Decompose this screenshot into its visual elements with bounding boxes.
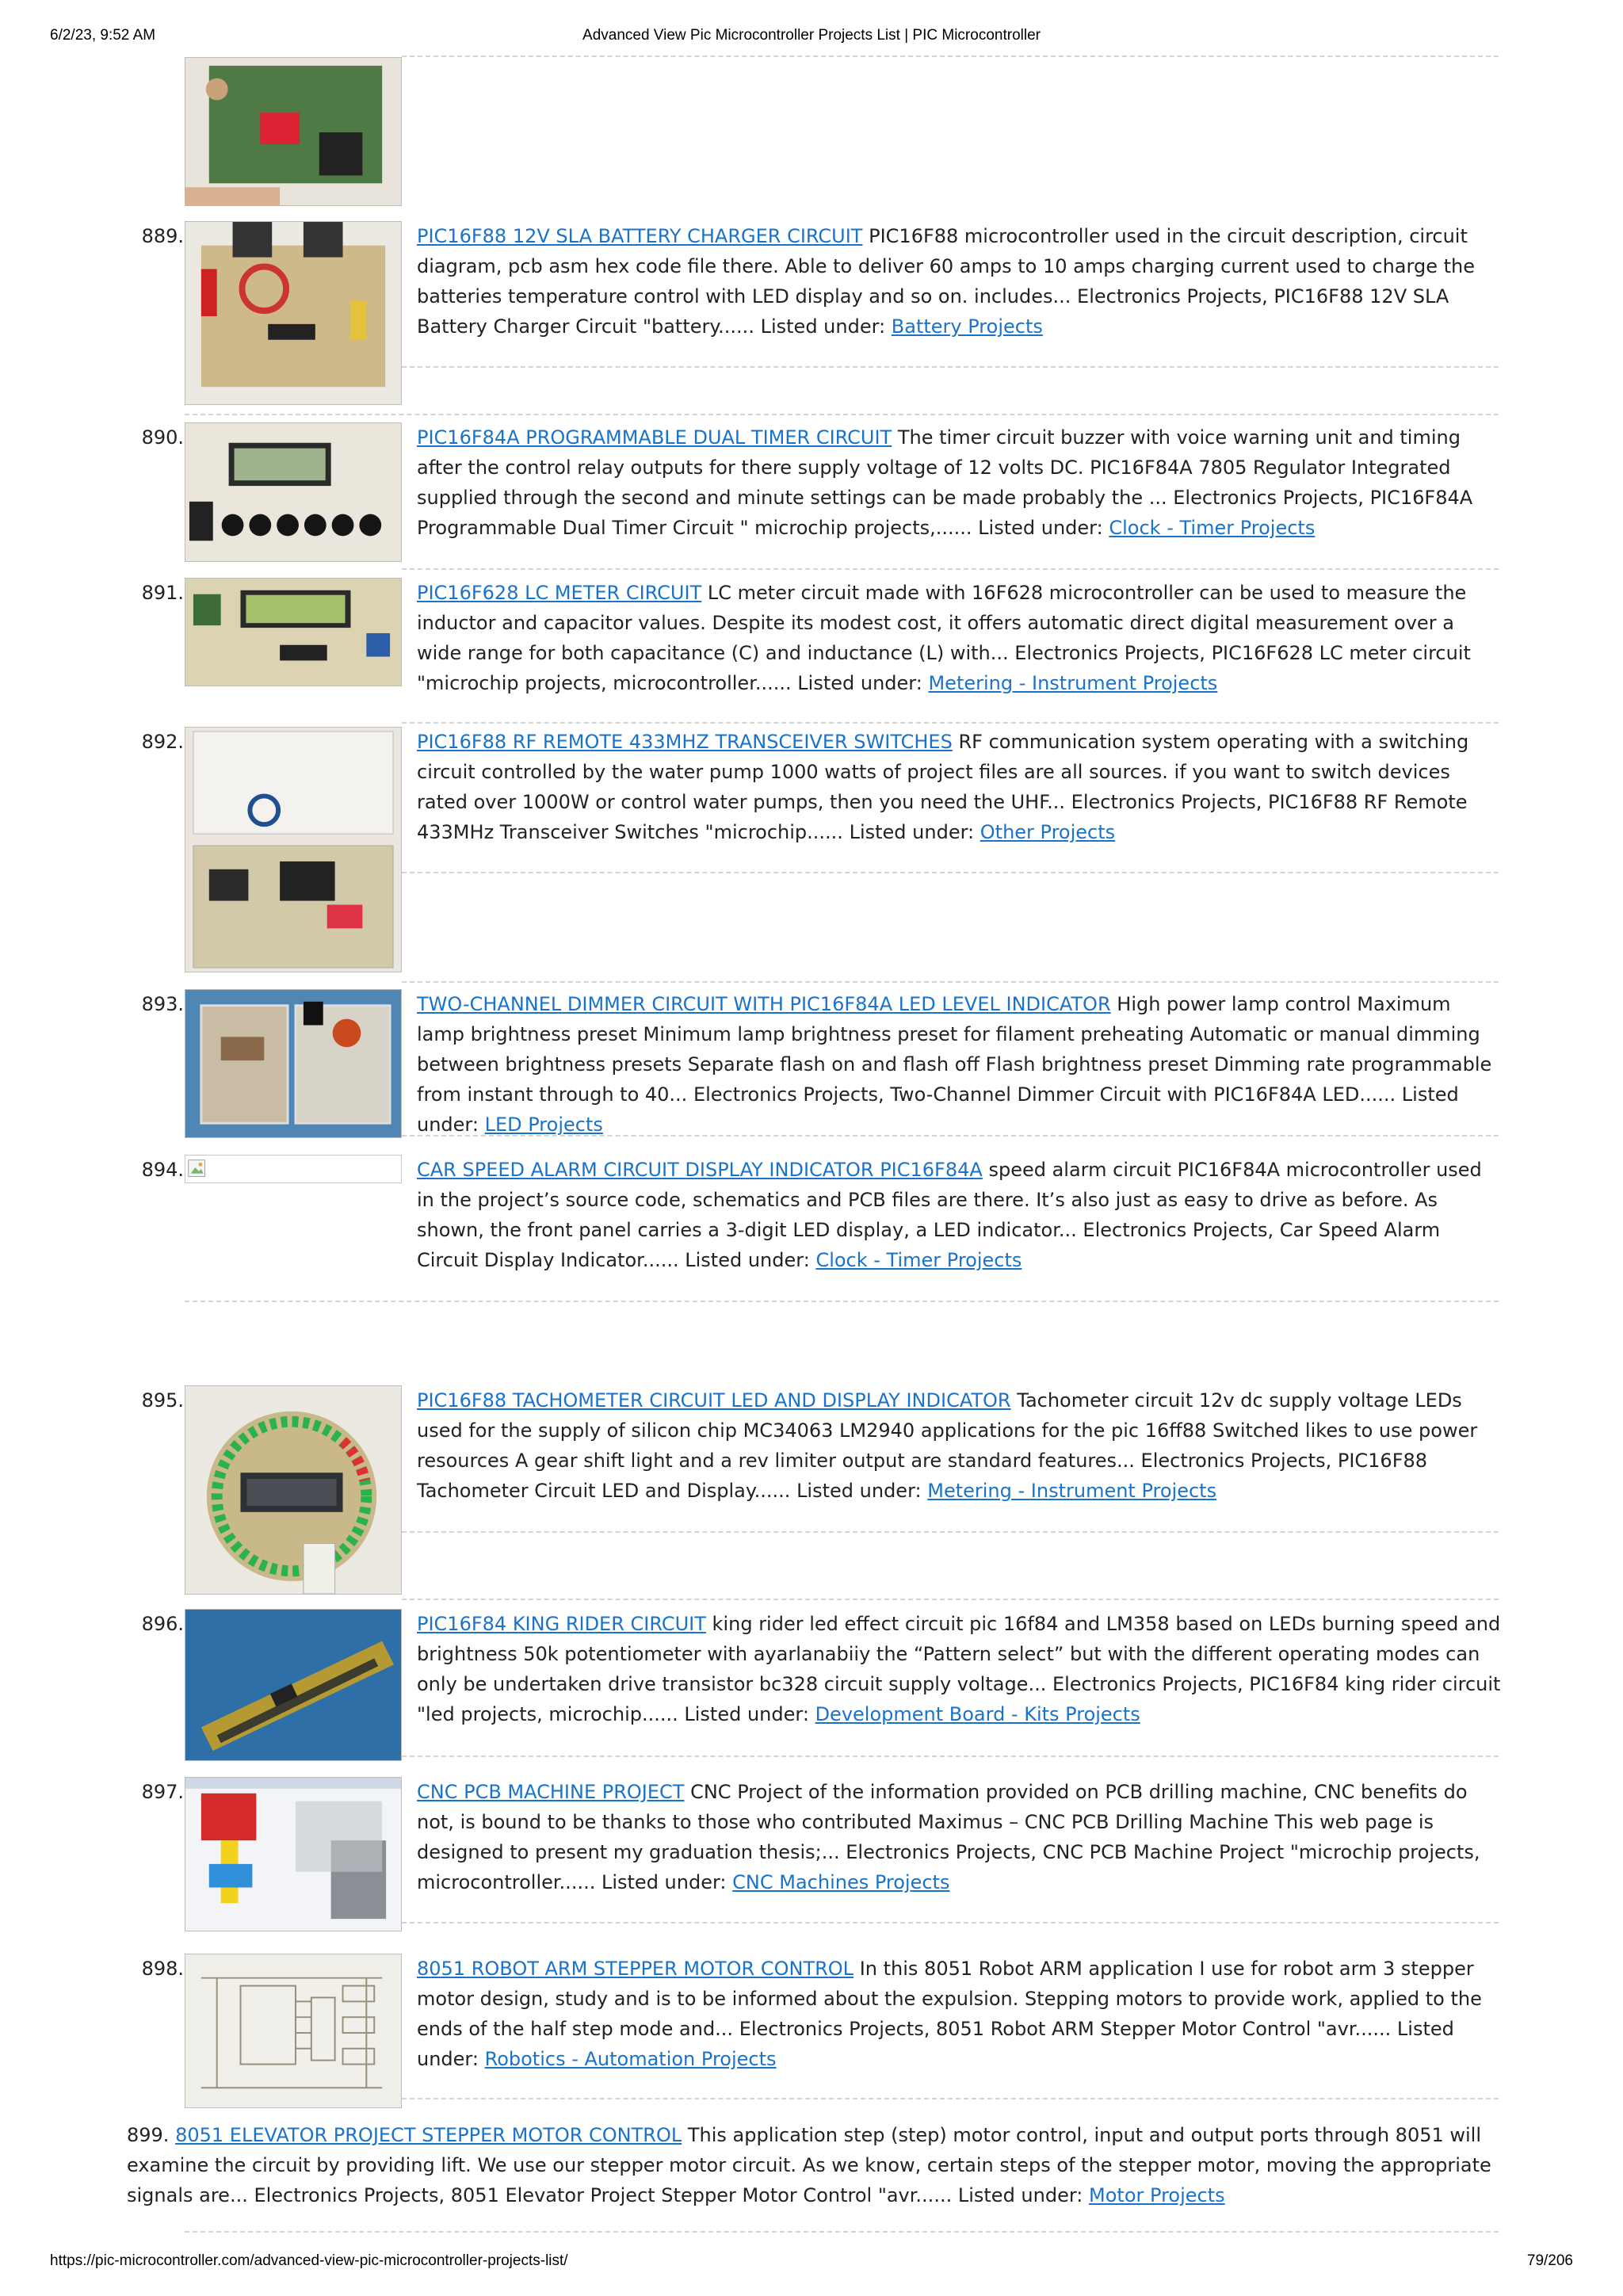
project-title-link[interactable]: PIC16F88 RF REMOTE 433MHZ TRANSCEIVER SWITCHES [417,731,953,753]
project-title-link[interactable]: TWO-CHANNEL DIMMER CIRCUIT WITH PIC16F84A LED LEVEL INDICATOR [417,993,1111,1015]
project-entry [417,422,1503,543]
project-title-link[interactable]: PIC16F84A PROGRAMMABLE DUAL TIMER CIRCUIT [417,426,892,449]
divider [402,55,1499,57]
project-entry [417,1954,1503,2074]
project-description: In this 8051 Robot ARM application I use for robot arm 3 stepper motor design, study and is to be informed about the expulsion. Stepping motors to provide work, applied to the ends of the half step mode and... Electronics Projects, 8051 Robot ARM Stepper Motor Control "avr...... [417,1958,1482,2040]
category-link[interactable]: Clock - Timer Projects [1109,517,1316,539]
divider [402,1755,1499,1757]
category-link[interactable]: LED Projects [484,1114,603,1136]
project-title-link[interactable]: CNC PCB MACHINE PROJECT [417,1781,685,1803]
listed-under-label: Listed under: [978,517,1103,539]
list-item-number: 895. [141,1389,184,1412]
project-title-link[interactable]: 8051 ROBOT ARM STEPPER MOTOR CONTROL [417,1958,854,1980]
category-link[interactable]: Motor Projects [1089,2184,1225,2206]
project-entry [417,1385,1503,1506]
project-description: speed alarm circuit PIC16F84A microcontroller used in the project’s source code, schematics and PCB files are there. It’s also just as easy to drive as before. As shown, the front panel carries a 3-digit LED display, a LED indicator... Electronics Projects, Car Speed Alarm Circuit Display Indicator...... [417,1159,1482,1271]
lc-meter-pcb-photo[interactable] [185,578,402,686]
category-link[interactable]: Metering - Instrument Projects [928,672,1218,694]
print-page-number: 79/206 [1526,2252,1573,2269]
divider [402,722,1499,724]
list-item-number: 890. [141,426,184,449]
project-description: LC meter circuit made with 16F628 microcontroller can be used to measure the inductor and capacitor values. Despite its modest cost, it offers automatic direct digital measurement over a wide range for both capacitance (C) and inductance (L) with... Electronics Projects, PIC16F628 LC meter circuit "microchip projects, microcontroller...... [417,582,1471,694]
listed-under-label: Listed under: [685,1249,810,1271]
listed-under-label: Listed under: [760,315,886,338]
divider [402,568,1499,570]
list-item-number: 891. [141,582,184,604]
project-title-link[interactable]: PIC16F84 KING RIDER CIRCUIT [417,1613,706,1635]
project-description: PIC16F88 microcontroller used in the circuit description, circuit diagram, pcb asm hex code file there. Able to deliver 60 amps to 10 amps charging current used to charge the batteries temperature control with LED display and so on. includes... Electronics Projects, PIC16F88 12V SLA Battery Charger Circuit "battery...... [417,225,1475,338]
category-link[interactable]: Development Board - Kits Projects [815,1703,1140,1725]
dual-timer-lcd-photo[interactable] [185,422,402,562]
divider [185,414,1499,415]
print-datetime: 6/2/23, 9:52 AM [50,27,156,44]
divider [402,366,1499,368]
divider [402,1135,1499,1137]
listed-under-label: Listed under: [957,2184,1083,2206]
battery-charger-pcb-photo[interactable] [185,221,402,405]
robot-arm-schematic[interactable] [185,1954,402,2108]
print-url: https://pic-microcontroller.com/advanced-view-pic-microcontroller-projects-list/ [50,2252,568,2269]
list-item-number: 894. [141,1159,184,1181]
project-entry [417,989,1503,1140]
project-description: This application step (step) motor control, input and output ports through 8051 will examine the circuit by providing lift. We use our stepper motor circuit. As we know, certain steps of the stepper motor, moving the appropriate signals are... Electronics Projects, 8051 Elevator Project Stepper Motor Control "avr...... [127,2124,1491,2206]
listed-under-label: Listed under: [601,1871,727,1893]
list-item-number: 889. [141,225,184,247]
list-item-number: 892. [141,731,184,753]
divider [402,1922,1499,1924]
project-title-link[interactable]: PIC16F88 TACHOMETER CIRCUIT LED AND DISPLAY INDICATOR [417,1389,1011,1412]
listed-under-label: Listed under: [796,1480,922,1502]
category-link[interactable]: Metering - Instrument Projects [927,1480,1217,1502]
project-description: The timer circuit buzzer with voice warning unit and timing after the control relay outputs for there supply voltage of 12 volts DC. PIC16F84A 7805 Regulator Integrated supplied through the second and minute settings can be made probably the ... Electronics Projects, PIC16F84A Programmable Dual Timer Circuit " microchip projects,...... [417,426,1473,539]
listed-under-label: Listed under: [684,1703,809,1725]
tachometer-led-ring-photo[interactable] [185,1385,402,1595]
project-description: High power lamp control Maximum lamp brightness preset Minimum lamp brightness preset for filament preheating Automatic or manual dimming between brightness presets Separate flash on and flash off Flash brightness preset Dimming rate programmable from instant through to 40... Electronics Projects, Two-Channel Dimmer Circuit with PIC16F84A LED...... [417,993,1492,1106]
project-title-link[interactable]: PIC16F88 12V SLA BATTERY CHARGER CIRCUIT [417,225,863,247]
category-link[interactable]: Clock - Timer Projects [815,1249,1022,1271]
print-header [0,27,1623,48]
project-entry [417,221,1503,342]
king-rider-pcb-photo[interactable] [185,1609,402,1761]
project-description: Tachometer circuit 12v dc supply voltage LEDs used for the supply of silicon chip MC34063 LM2940 applications for the pic 16ff88 Switched likes to use power resources A gear shift light and a rev limiter output are standard features... Electronics Projects, PIC16F88 Tachometer Circuit LED and Display...... [417,1389,1478,1502]
list-item-number: 893. [141,993,184,1015]
cnc-render-screenshot[interactable] [185,1777,402,1931]
listed-under-label: Listed under: [849,821,975,843]
category-link[interactable]: Robotics - Automation Projects [484,2048,777,2070]
project-entry [417,1609,1503,1729]
divider [185,1301,1499,1302]
project-entry [127,2120,1506,2210]
project-title-link[interactable]: CAR SPEED ALARM CIRCUIT DISPLAY INDICATOR PIC16F84A [417,1159,983,1181]
divider [402,872,1499,873]
rf-remote-box-photo[interactable] [185,727,402,972]
broken-image-icon[interactable] [185,1155,402,1183]
divider [185,2231,1499,2233]
print-page-title: Advanced View Pic Microcontroller Projects List | PIC Microcontroller [582,27,1041,44]
list-item-number: 896. [141,1613,184,1635]
listed-under-label: Listed under: [417,2018,1454,2070]
project-description: CNC Project of the information provided on PCB drilling machine, CNC benefits do not, is bound to be thanks to those who contributed Maximus – CNC PCB Drilling Machine This web page is designed to present my graduation thesis;... Electronics Projects, CNC PCB Machine Project "microchip projects, microcontroller...... [417,1781,1480,1893]
list-item-number: 899. [127,2124,170,2146]
list-item-number: 897. [141,1781,184,1803]
divider [402,1531,1499,1533]
listed-under-label: Listed under: [797,672,922,694]
partial-thumbnail-image [185,57,402,206]
print-footer [0,2252,1623,2273]
dimmer-box-photo[interactable] [185,989,402,1138]
project-description: RF communication system operating with a switching circuit controlled by the water pump 1000 watts of project files are all sources. if you want to switch devices rated over 1000W or control water pumps, then you need the UHF... Electronics Projects, PIC16F88 RF Remote 433MHz Transceiver Switches "microchip...... [417,731,1469,843]
project-title-link[interactable]: PIC16F628 LC METER CIRCUIT [417,582,702,604]
list-item-number: 898. [141,1958,184,1980]
listed-under-label: Listed under: [417,1083,1459,1136]
category-link[interactable]: Other Projects [980,821,1116,843]
project-description: king rider led effect circuit pic 16f84 and LM358 based on LEDs burning speed and brightness 50k potentiometer with ayarlanabiiy the “Pattern select” but with the different operating modes can only be undertaken drive transistor bc328 circuit supply voltage... Electronics Projects, PIC16F84 king rider circuit "led projects, microchip...... [417,1613,1501,1725]
project-entry [417,1155,1503,1275]
divider [402,1599,1499,1600]
category-link[interactable]: Battery Projects [891,315,1043,338]
project-entry [417,1777,1503,1897]
category-link[interactable]: CNC Machines Projects [732,1871,950,1893]
divider [402,2098,1499,2099]
project-title-link[interactable]: 8051 ELEVATOR PROJECT STEPPER MOTOR CONTROL [175,2124,682,2146]
project-entry [417,578,1503,698]
project-entry [417,727,1503,847]
divider [402,981,1499,983]
